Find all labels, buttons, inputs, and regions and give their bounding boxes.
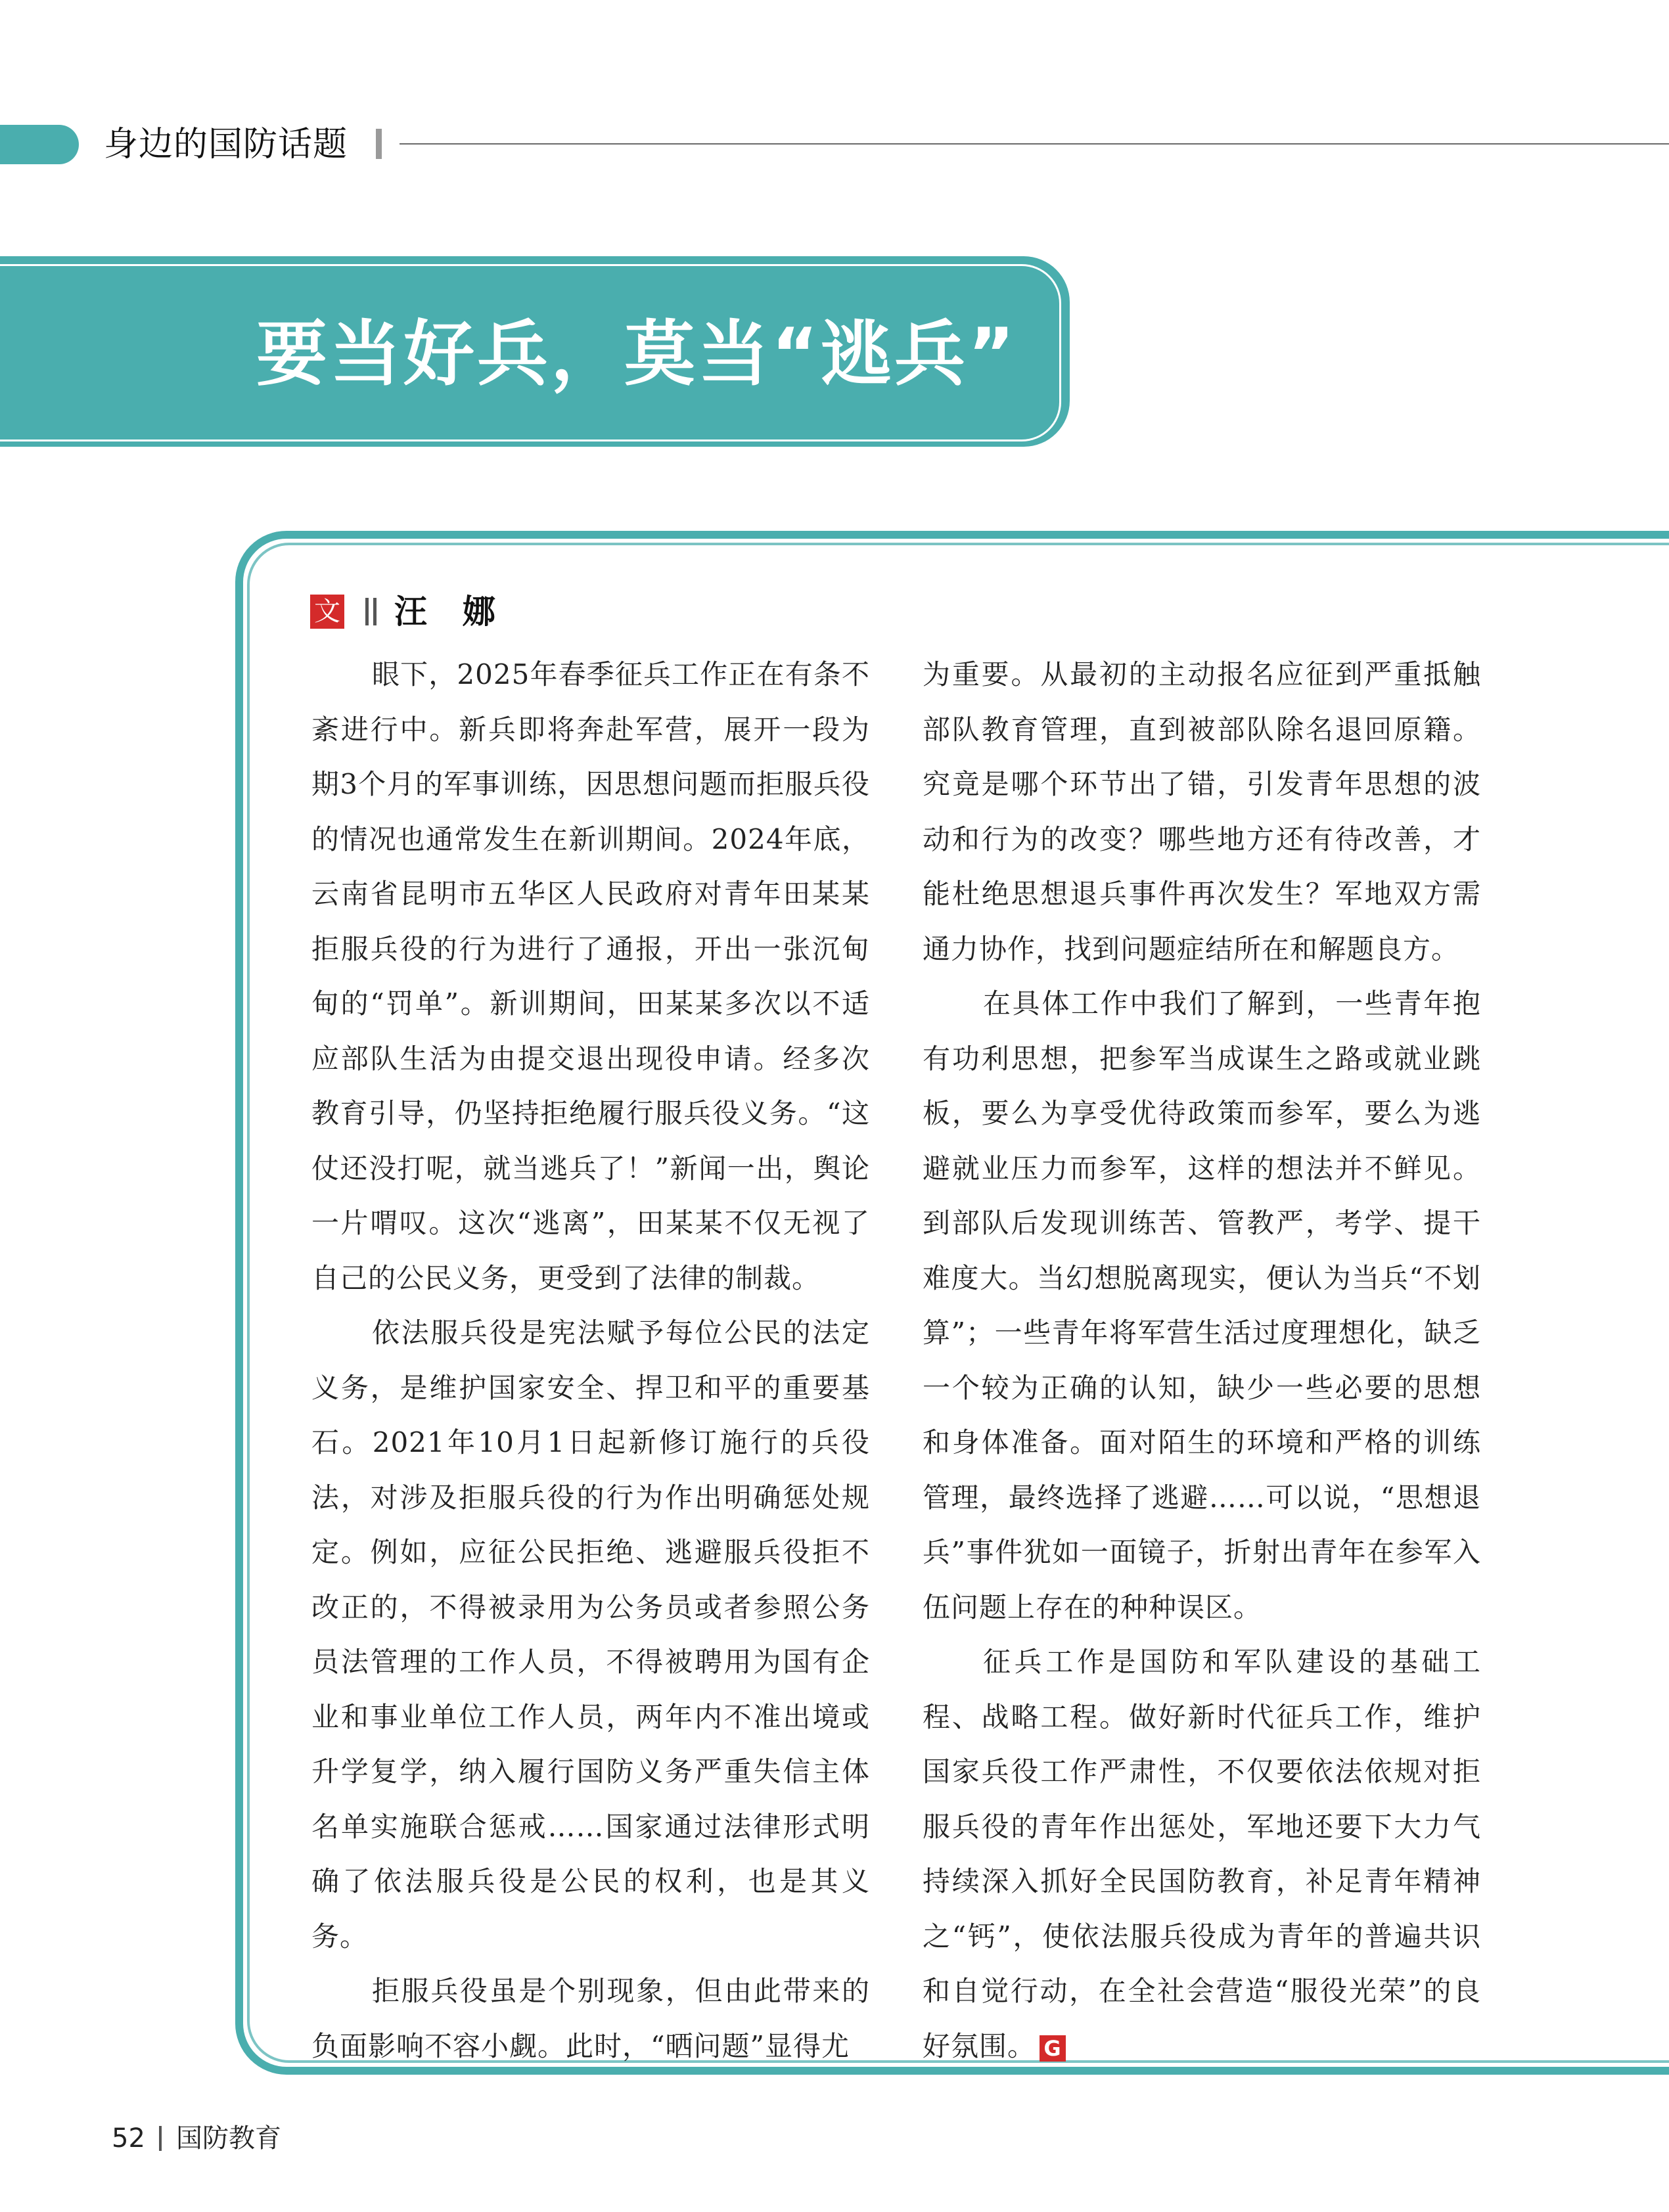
paragraph-3-start bbox=[311, 1964, 870, 2073]
article-title: 要当好兵，莫当“逃兵” bbox=[256, 313, 1017, 395]
paragraph-3-part-b: 为重要。从最初的主动报名应征到严重抵触部队教育管理，直到被部队除名退回原籍。究竟是哪个环节出了错，引发青年思想的波动和行为的改变？哪些地方还有待改善，才能杜绝思想退兵事件再次发生？军地双方需通力协作，找到问题症结所在和解题良方。 bbox=[923, 658, 1481, 965]
text-column-left bbox=[311, 647, 870, 2073]
footer-separator bbox=[159, 2126, 162, 2151]
text-column-right bbox=[923, 647, 1481, 2073]
paragraph-3-part-a: 拒服兵役虽是个别现象，但由此带来的负面影响不容小觑。此时，“晒问题”显得尤 bbox=[311, 1975, 870, 2062]
header-rule bbox=[400, 143, 1669, 145]
byline-label: 文 bbox=[310, 595, 344, 629]
header-accent-pill bbox=[0, 125, 79, 164]
paragraph-5 bbox=[923, 1635, 1481, 2073]
paragraph-1: 眼下，2025年春季征兵工作正在有条不紊进行中。新兵即将奔赴军营，展开一段为期3个月的军事训练，因思想问题而拒服兵役的情况也通常发生在新训期间。2024年底，云南省昆明市五华区人民政府对青年田某某拒服兵役的行为进行了通报，开出一张沉甸甸的“罚单”。新训期间，田某某多次以不适应部队生活为由提交退出现役申请。经多次教育引导，仍坚持拒绝履行服兵役义务。“这仗还没打呢，就当逃兵了！”新闻一出，舆论一片喟叹。这次“逃离”，田某某不仅无视了自己的公民义务，更受到了法律的制裁。 bbox=[311, 658, 870, 1294]
paragraph-4: 在具体工作中我们了解到，一些青年抱有功利思想，把参军当成谋生之路或就业跳板，要么为享受优待政策而参军，要么为逃避就业压力而参军，这样的想法并不鲜见。到部队后发现训练苦、管教严，考学、提干难度大。当幻想脱离现实，便认为当兵“不划算”；一些青年将军营生活过度理想化，缺乏一个较为正确的认知，缺少一些必要的思想和身体准备。面对陌生的环境和严格的训练管理，最终选择了逃避……可以说，“思想退兵”事件犹如一面镜子，折射出青年在参军入伍问题上存在的种种误区。 bbox=[923, 987, 1481, 1623]
section-title: 身边的国防话题 bbox=[104, 125, 348, 164]
byline-divider bbox=[373, 598, 377, 625]
end-mark-icon: G bbox=[1040, 2035, 1066, 2062]
paragraph-3-continued bbox=[923, 647, 1481, 976]
author-name: 汪 娜 bbox=[394, 593, 497, 631]
paragraph-2: 依法服兵役是宪法赋予每位公民的法定义务，是维护国家安全、捍卫和平的重要基石。2021年10月1日起新修订施行的兵役法，对涉及拒服兵役的行为作出明确惩处规定。例如，应征公民拒绝、逃避服兵役拒不改正的，不得被录用为公务员或者参照公务员法管理的工作人员，不得被聘用为国有企业和事业单位工作人员，两年内不准出境或升学复学，纳入履行国防义务严重失信主体名单实施联合惩戒……国家通过法律形式明确了依法服兵役是公民的权利，也是其义务。 bbox=[311, 1317, 870, 1952]
page-number: 52 bbox=[112, 2123, 145, 2154]
header-separator bbox=[376, 129, 382, 159]
paragraph-5-text: 征兵工作是国防和军队建设的基础工程、战略工程。做好新时代征兵工作，维护国家兵役工作严肃性，不仅要依法依规对拒服兵役的青年作出惩处，军地还要下大力气持续深入抓好全民国防教育，补足青年精神之“钙”，使依法服兵役成为青年的普遍共识和自觉行动，在全社会营造“服役光荣”的良好氛围。 bbox=[923, 1646, 1481, 2062]
magazine-name: 国防教育 bbox=[176, 2123, 281, 2154]
byline-divider bbox=[365, 598, 369, 625]
